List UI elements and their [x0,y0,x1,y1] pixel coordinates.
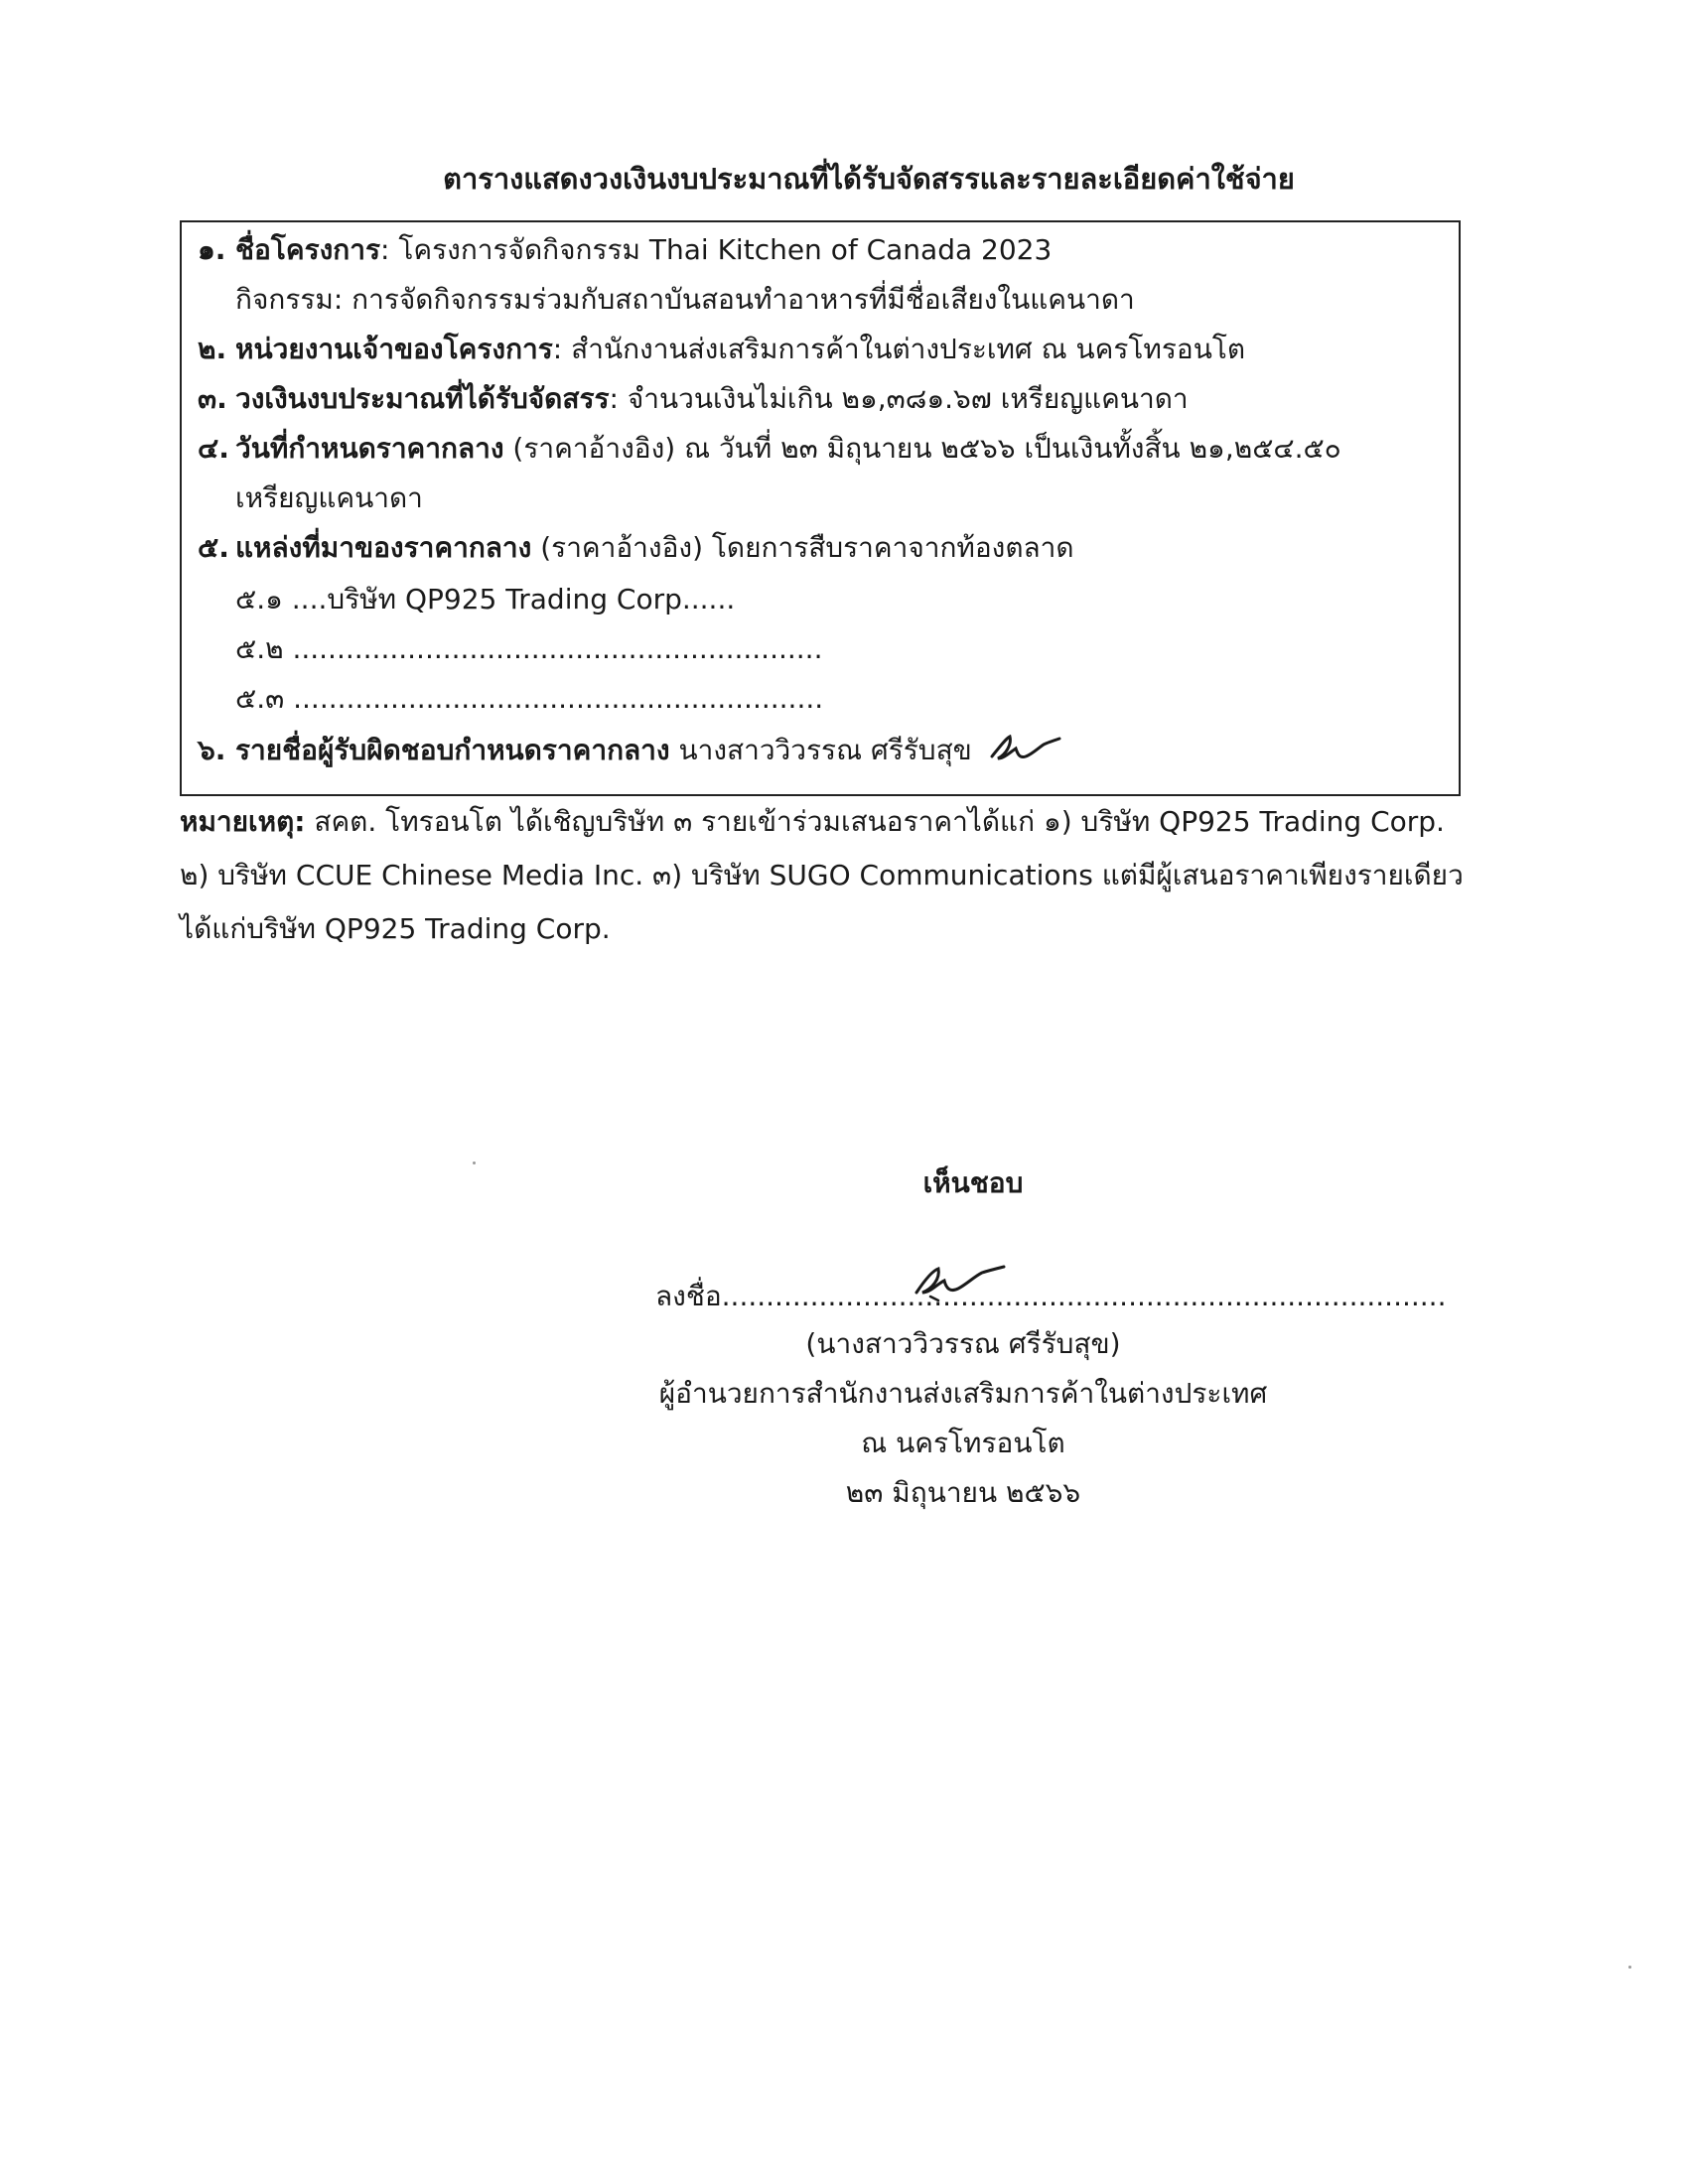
item-4-continuation: เหรียญแคนาดา [235,481,423,514]
item-6-responsible-person [198,731,972,770]
item-1-label: ชื่อโครงการ [235,233,381,266]
approval-heading: เห็นชอบ [922,1166,1024,1199]
signer-position: ผู้อำนวยการสำนักงานส่งเสริมการค้าในต่างประเทศ [658,1377,1268,1410]
remark-line-1 [180,802,1471,842]
item-5-label: แหล่งที่มาของราคากลาง [235,531,532,564]
scan-speck [473,1161,476,1164]
remark-text-1: สคต. โทรอนโต ได้เชิญบริษัท ๓ รายเข้าร่วมเสนอราคาได้แก่ ๑) บริษัท QP925 Trading Corp. [305,805,1445,838]
item-5-source-1: ๕.๑ ....บริษัท QP925 Trading Corp...... [235,583,736,615]
item-2-number: ๒. [198,333,227,365]
initials-signature-icon [986,729,1065,772]
director-signature-icon [909,1259,1008,1308]
signature-line: ลงชื่อ.................................................................................. [655,1280,1447,1312]
item-1-project-name [198,230,1052,270]
item-4-reference-price-date [198,429,1341,469]
item-3-budget-amount [198,379,1189,419]
item-4-value: (ราคาอ้างอิง) ณ วันที่ ๒๓ มิถุนายน ๒๕๖๖ เป็นเงินทั้งสิ้น ๒๑,๒๕๔.๕๐ [503,432,1341,465]
document-title: ตารางแสดงวงเงินงบประมาณที่ได้รับจัดสรรและรายละเอียดค่าใช้จ่าย [443,162,1295,196]
signer-name: (นางสาววิวรรณ ศรีรับสุข) [805,1327,1121,1360]
remark-line-2: ๒) บริษัท CCUE Chinese Media Inc. ๓) บริษัท SUGO Communications แต่มีผู้เสนอราคาเพียงรายเดียว [180,859,1464,891]
sign-date: ๒๓ มิถุนายน ๒๕๖๖ [845,1476,1081,1509]
item-3-number: ๓. [198,382,227,415]
item-3-label: วงเงินงบประมาณที่ได้รับจัดสรร [235,382,610,415]
signer-office: ณ นครโทรอนโต [861,1427,1065,1459]
item-3-value: : จำนวนเงินไม่เกิน ๒๑,๓๘๑.๖๗ เหรียญแคนาดา [609,382,1189,415]
remark-label: หมายเหตุ: [180,805,306,838]
budget-info-box [180,220,1461,796]
item-4-number: ๔. [198,432,229,465]
item-5-source-2: ๕.๒ ............................................................ [235,632,823,665]
item-5-source-3: ๕.๓ ............................................................ [235,682,824,715]
item-6-number: ๖. [198,734,226,766]
item-5-number: ๕. [198,531,229,564]
item-4-label: วันที่กำหนดราคากลาง [235,432,504,465]
item-5-value: (ราคาอ้างอิง) โดยการสืบราคาจากท้องตลาด [531,531,1074,564]
scan-speck [1628,1966,1631,1969]
item-2-value: : สำนักงานส่งเสริมการค้าในต่างประเทศ ณ นครโทรอนโต [552,333,1246,365]
item-1-number: ๑. [198,233,226,266]
item-5-price-source [198,528,1074,568]
item-6-value: นางสาววิวรรณ ศรีรับสุข [669,734,972,766]
item-1-value: : โครงการจัดกิจกรรม Thai Kitchen of Canada 2023 [380,233,1053,266]
item-6-label: รายชื่อผู้รับผิดชอบกำหนดราคากลาง [235,734,670,766]
remark-line-3: ได้แก่บริษัท QP925 Trading Corp. [180,912,611,945]
item-2-label: หน่วยงานเจ้าของโครงการ [235,333,553,365]
item-2-owner-agency [198,330,1245,369]
item-1-activity: กิจกรรม: การจัดกิจกรรมร่วมกับสถาบันสอนทำอาหารที่มีชื่อเสียงในแคนาดา [235,283,1135,316]
